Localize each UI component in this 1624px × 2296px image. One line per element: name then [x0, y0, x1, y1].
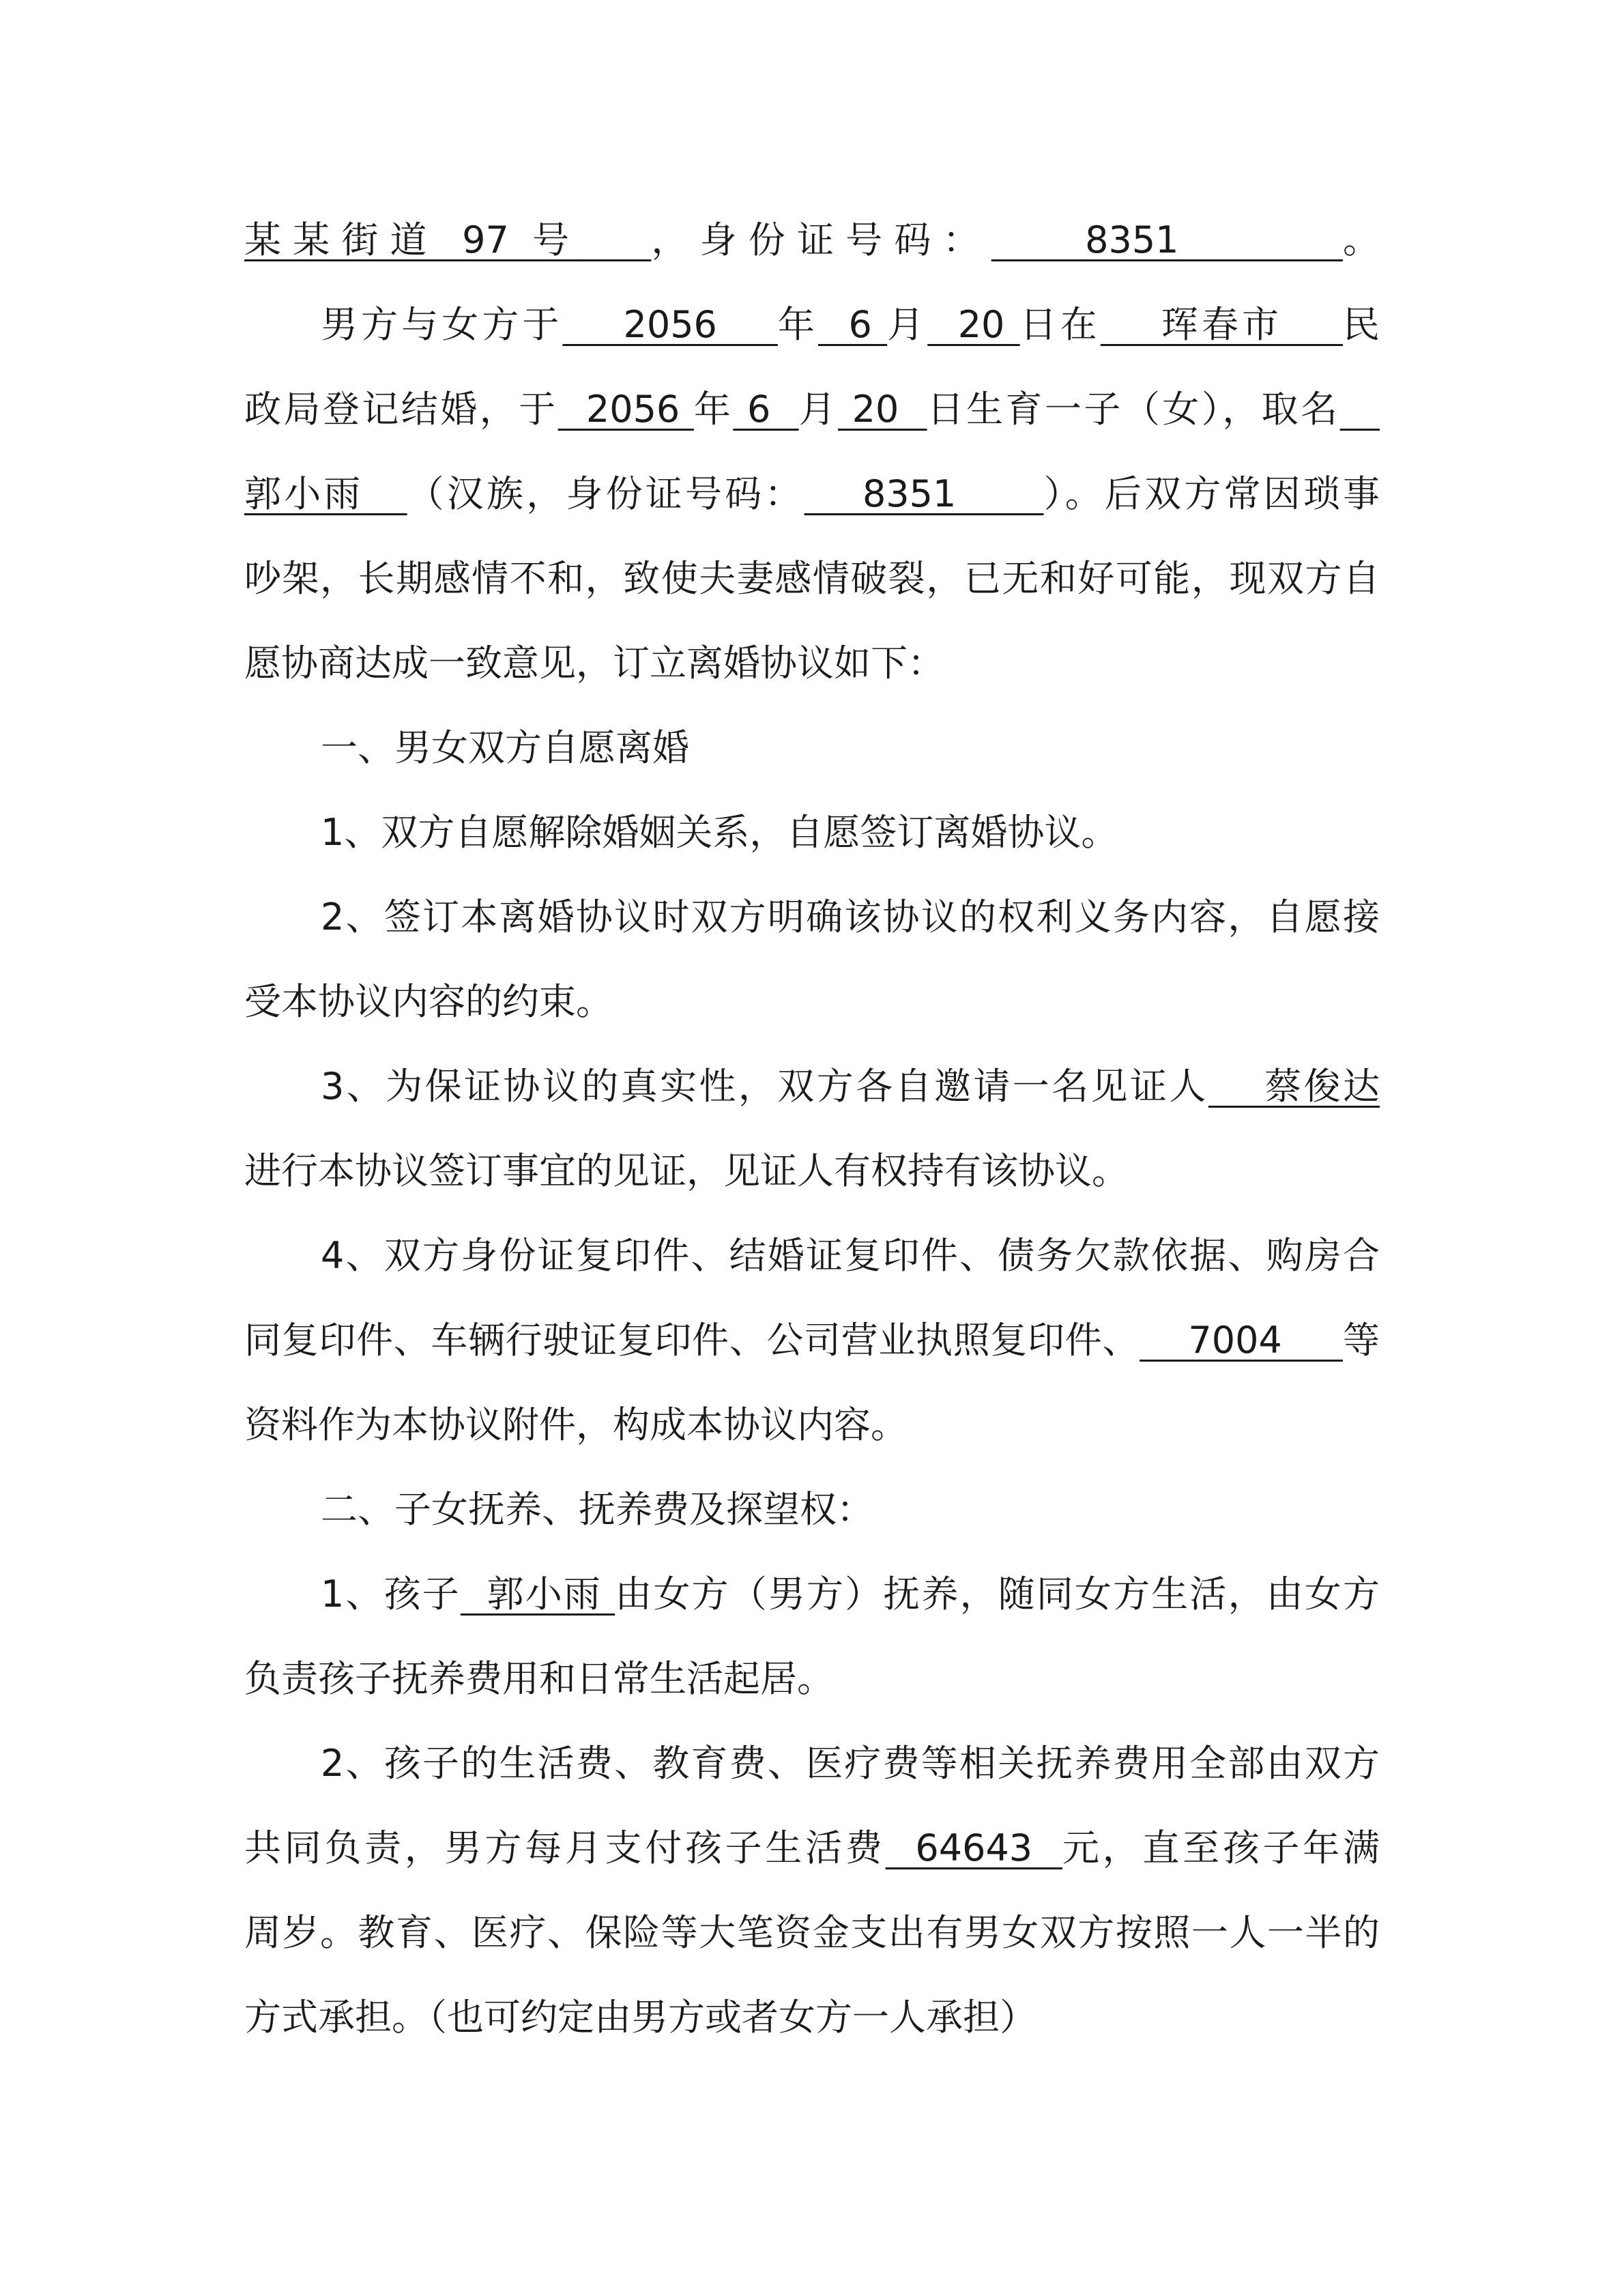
text-line — [244, 1891, 1380, 1975]
text-line — [244, 1383, 1380, 1467]
filled-blank: 6 — [733, 388, 799, 431]
filled-blank: 郭小雨 — [460, 1573, 615, 1616]
filled-blank: 珲春市 — [1100, 303, 1344, 346]
text-segment: 愿协商达成一致意见，订立离婚协议如下： — [244, 642, 944, 685]
text-segment: 负责孩子抚养费用和日常生活起居。 — [244, 1657, 834, 1700]
filled-blank — [991, 218, 1085, 261]
filled-blank: 8351 — [1085, 218, 1179, 261]
text-line — [244, 367, 1380, 452]
filled-blank: 6 — [818, 303, 888, 346]
text-segment: 共同负责，男方每月支付孩子生活费 — [244, 1826, 886, 1869]
text-segment: 4、双方身份证复印件、结婚证复印件、债务欠款依据、购房合 — [321, 1234, 1380, 1277]
text-segment: 民 — [1343, 303, 1380, 346]
text-line — [244, 1975, 1380, 2060]
text-segment: 日在 — [1019, 303, 1101, 346]
text-segment: 1、双方自愿解除婚姻关系，自愿签订离婚协议。 — [321, 811, 1118, 854]
filled-blank: 7004 — [1140, 1319, 1343, 1362]
filled-blank: 64643 — [885, 1826, 1062, 1869]
document-page — [244, 198, 1380, 2060]
filled-blank: 2056 — [557, 388, 694, 431]
text-segment: 等 — [1343, 1319, 1380, 1362]
text-segment: 一、男女双方自愿离婚 — [321, 726, 689, 769]
text-segment: 1、孩子 — [321, 1573, 461, 1616]
text-segment: 由女方（男方）抚养，随同女方生活，由女方 — [615, 1573, 1380, 1616]
text-line — [244, 1298, 1380, 1383]
filled-blank: 2056 — [562, 303, 778, 346]
filled-blank: 蔡俊达 — [1208, 1065, 1380, 1108]
text-segment: 进行本协议签订事宜的见证，见证人有权持有该协议。 — [244, 1149, 1129, 1192]
text-segment: 周岁。教育、医疗、保险等大笔资金支出有男女双方按照一人一半的 — [244, 1911, 1380, 1954]
text-segment: 同复印件、车辆行驶证复印件、公司营业执照复印件、 — [244, 1319, 1140, 1362]
text-line — [244, 1721, 1380, 1806]
text-line — [244, 1214, 1380, 1298]
filled-blank: 20 — [838, 388, 927, 431]
text-line — [244, 198, 1380, 283]
text-segment: 年 — [693, 388, 734, 431]
text-segment: 2、孩子的生活费、教育费、医疗费等相关抚养费用全部由双方 — [321, 1742, 1380, 1785]
text-line — [244, 1637, 1380, 1721]
text-line — [244, 960, 1380, 1044]
text-segment: 二、子女抚养、抚养费及探望权： — [321, 1488, 873, 1531]
text-segment: 月 — [887, 303, 928, 346]
filled-blank: 某某街道 97 号 — [244, 218, 581, 261]
text-line — [244, 452, 1380, 536]
filled-blank — [1179, 218, 1343, 261]
text-segment: 受本协议内容的约束。 — [244, 980, 613, 1023]
filled-blank: 郭小雨 — [244, 472, 364, 515]
text-line — [244, 621, 1380, 706]
text-segment: 。 — [1343, 218, 1380, 261]
text-line — [244, 1044, 1380, 1129]
text-segment: 资料作为本协议附件，构成本协议内容。 — [244, 1403, 908, 1446]
text-segment: ，身份证号码： — [651, 218, 991, 261]
text-segment: 2、签订本离婚协议时双方明确该协议的权利义务内容，自愿接 — [321, 895, 1380, 938]
text-segment: 月 — [798, 388, 839, 431]
text-line — [244, 706, 1380, 790]
filled-blank — [581, 218, 651, 261]
filled-blank: 20 — [927, 303, 1020, 346]
text-segment: 方式承担。（也可约定由男方或者女方一人承担） — [244, 1996, 1036, 2039]
text-segment: 3、为保证协议的真实性，双方各自邀请一名见证人 — [321, 1065, 1208, 1108]
text-line — [244, 790, 1380, 875]
text-line — [244, 283, 1380, 367]
text-line — [244, 875, 1380, 960]
text-segment: ）。后双方常因琐事 — [1043, 472, 1380, 515]
filled-blank — [1340, 388, 1380, 431]
text-segment: （汉族，身份证号码： — [407, 472, 804, 515]
text-segment: 日生育一子（女），取名 — [927, 388, 1340, 431]
text-segment: 政局登记结婚，于 — [244, 388, 558, 431]
text-line — [244, 1806, 1380, 1891]
text-segment: 男方与女方于 — [321, 303, 563, 346]
filled-blank: 8351 — [804, 472, 1044, 515]
text-line — [244, 1467, 1380, 1552]
text-segment: 年 — [777, 303, 818, 346]
filled-blank — [364, 472, 407, 515]
text-segment: 元，直至孩子年满 — [1062, 1826, 1380, 1869]
text-line — [244, 536, 1380, 621]
text-segment: 吵架，长期感情不和，致使夫妻感情破裂，已无和好可能，现双方自 — [244, 557, 1380, 600]
text-line — [244, 1552, 1380, 1637]
text-line — [244, 1129, 1380, 1214]
